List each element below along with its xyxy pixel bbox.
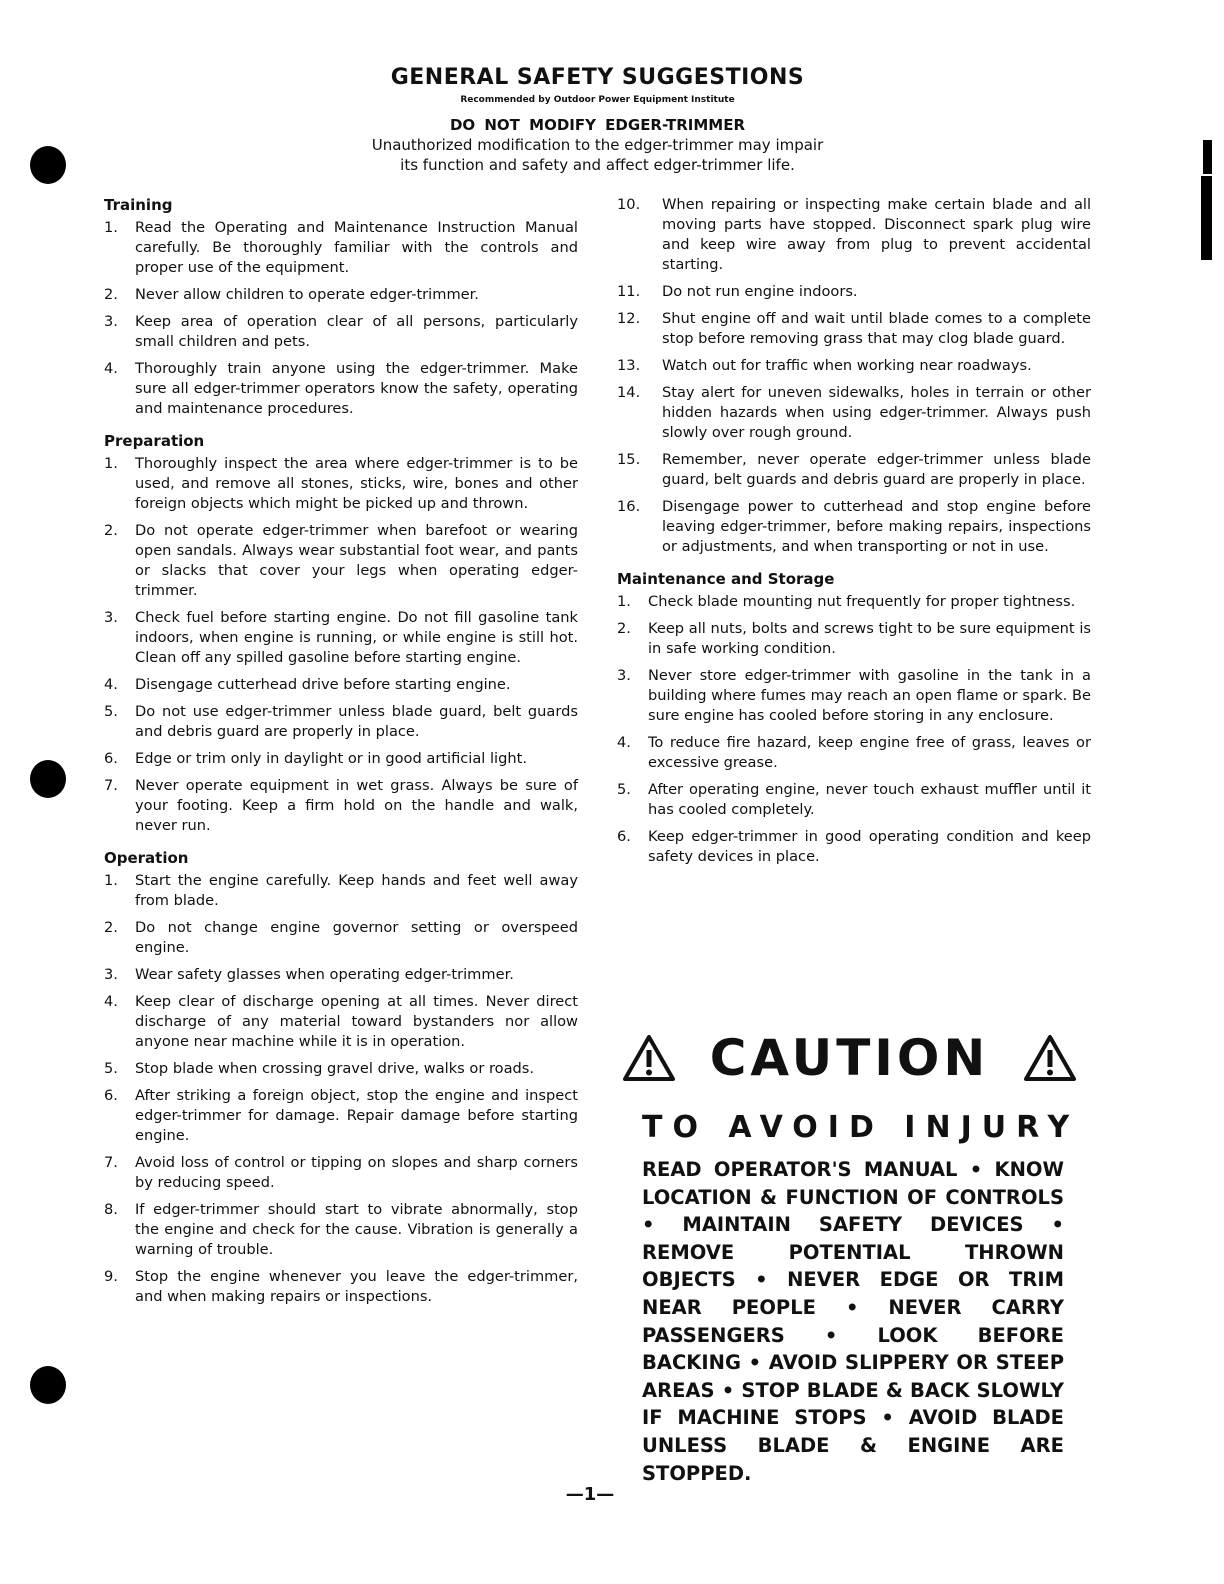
item-number: 10. xyxy=(617,196,641,213)
item-number: 3. xyxy=(104,609,118,626)
item-text: Remember, never operate edger-trimmer unless blade guard, belt guards and debris guard are properly in place. xyxy=(662,451,1091,488)
caution-body: READ OPERATOR'S MANUAL • KNOW LOCATION & FUNCTION OF CONTROLS • MAINTAIN SAFETY DEVICES • REMOVE POTENTIAL THROWN OBJECTS • NEVER EDGE OR TRIM NEAR PEOPLE • NEVER CARRY PASSENGERS • LOOK BEFORE BACKING • AVOID SLIPPERY OR STEEP AREAS • STOP BLADE & BACK SLOWLY IF MACHINE STOPS • AVOID BLADE UNLESS BLADE & ENGINE ARE STOPPED. xyxy=(642,1158,1064,1485)
list-item xyxy=(617,282,1091,302)
item-text: Thoroughly train anyone using the edger-trimmer. Make sure all edger-trimmer operators know the safety, operating and maintenance procedures. xyxy=(135,360,578,417)
section-heading-preparation: Preparation xyxy=(104,432,205,450)
caution-subheading: TO AVOID INJURY xyxy=(642,1110,1080,1145)
notice-line-2: its function and safety and affect edger-trimmer life. xyxy=(400,156,795,174)
item-text: Start the engine carefully. Keep hands and feet well away from blade. xyxy=(135,872,578,909)
page-number: —1— xyxy=(565,1484,615,1505)
list-item xyxy=(104,749,578,769)
list-item xyxy=(104,776,578,836)
list-item xyxy=(104,454,578,514)
item-number: 6. xyxy=(104,750,118,767)
list-item xyxy=(104,608,578,668)
list-item xyxy=(104,965,578,985)
item-number: 4. xyxy=(104,676,118,693)
list-item xyxy=(104,992,578,1052)
item-text: Edge or trim only in daylight or in good artificial light. xyxy=(135,750,527,767)
warning-triangle-icon xyxy=(622,1034,676,1082)
list-item xyxy=(104,1153,578,1193)
item-text: Avoid loss of control or tipping on slopes and sharp corners by reducing speed. xyxy=(135,1154,578,1191)
item-number: 1. xyxy=(104,455,118,472)
list-item xyxy=(617,780,1091,820)
item-number: 4. xyxy=(104,993,118,1010)
item-text: Keep all nuts, bolts and screws tight to be sure equipment is in safe working condition. xyxy=(648,620,1091,657)
section-heading-operation: Operation xyxy=(104,849,189,867)
item-number: 15. xyxy=(617,451,641,468)
item-text: Never operate equipment in wet grass. Always be sure of your footing. Keep a firm hold on the handle and walk, never run. xyxy=(135,777,578,834)
item-number: 2. xyxy=(104,286,118,303)
list-item xyxy=(617,195,1091,275)
operation-list-continued xyxy=(617,195,1091,557)
item-number: 2. xyxy=(104,522,118,539)
caution-heading: CAUTION xyxy=(709,1029,990,1087)
list-item xyxy=(617,827,1091,867)
item-number: 6. xyxy=(617,828,631,845)
item-text: Keep area of operation clear of all persons, particularly small children and pets. xyxy=(135,313,578,350)
list-item xyxy=(617,592,1091,612)
list-item xyxy=(104,312,578,352)
item-number: 3. xyxy=(104,313,118,330)
list-item xyxy=(104,1086,578,1146)
list-item xyxy=(617,497,1091,557)
item-number: 6. xyxy=(104,1087,118,1104)
item-number: 2. xyxy=(104,919,118,936)
item-number: 9. xyxy=(104,1268,118,1285)
list-item xyxy=(104,285,578,305)
page-header xyxy=(0,64,1195,175)
item-number: 3. xyxy=(104,966,118,983)
binder-hole-bottom xyxy=(30,1366,66,1404)
list-item xyxy=(617,619,1091,659)
right-column xyxy=(617,195,1091,874)
item-text: Watch out for traffic when working near roadways. xyxy=(662,357,1032,374)
item-text: Stop blade when crossing gravel drive, walks or roads. xyxy=(135,1060,535,1077)
list-item xyxy=(104,918,578,958)
item-text: Check fuel before starting engine. Do not fill gasoline tank indoors, when engine is running, or while engine is still hot. Clean off any spilled gasoline before starting engine. xyxy=(135,609,578,666)
item-text: To reduce fire hazard, keep engine free of grass, leaves or excessive grease. xyxy=(648,734,1091,771)
item-text: Wear safety glasses when operating edger-trimmer. xyxy=(135,966,514,983)
item-number: 4. xyxy=(617,734,631,751)
list-item xyxy=(104,702,578,742)
warning-triangle-icon xyxy=(1023,1034,1077,1082)
list-item xyxy=(104,521,578,601)
item-number: 12. xyxy=(617,310,641,327)
item-number: 2. xyxy=(617,620,631,637)
item-number: 14. xyxy=(617,384,641,401)
item-number: 5. xyxy=(104,1060,118,1077)
item-number: 5. xyxy=(617,781,631,798)
item-number: 13. xyxy=(617,357,641,374)
item-number: 7. xyxy=(104,777,118,794)
item-number: 1. xyxy=(617,593,631,610)
list-item xyxy=(617,383,1091,443)
item-number: 1. xyxy=(104,219,118,236)
item-text: Stop the engine whenever you leave the edger-trimmer, and when making repairs or inspections. xyxy=(135,1268,578,1305)
item-text: After operating engine, never touch exhaust muffler until it has cooled completely. xyxy=(648,781,1091,818)
item-text: Disengage cutterhead drive before starting engine. xyxy=(135,676,511,693)
item-number: 7. xyxy=(104,1154,118,1171)
item-text: Stay alert for uneven sidewalks, holes in terrain or other hidden hazards when using edger-trimmer. Always push slowly over rough ground. xyxy=(662,384,1091,441)
item-text: Thoroughly inspect the area where edger-trimmer is to be used, and remove all stones, sticks, wire, bones and other foreign objects which might be picked up and thrown. xyxy=(135,455,578,512)
left-column xyxy=(104,195,578,1314)
list-item xyxy=(104,871,578,911)
list-item xyxy=(617,309,1091,349)
item-text: Check blade mounting nut frequently for proper tightness. xyxy=(648,593,1076,610)
item-text: Never store edger-trimmer with gasoline in the tank in a building where fumes may reach an open flame or spark. Be sure engine has cooled before storing in any enclosure. xyxy=(648,667,1091,724)
list-item xyxy=(104,359,578,419)
list-item xyxy=(104,1200,578,1260)
preparation-list xyxy=(104,454,578,836)
item-text: Disengage power to cutterhead and stop engine before leaving edger-trimmer, before making repairs, inspections or adjustments, and when transporting or not in use. xyxy=(662,498,1091,555)
item-number: 1. xyxy=(104,872,118,889)
item-text: If edger-trimmer should start to vibrate abnormally, stop the engine and check for the cause. Vibration is generally a warning of trouble. xyxy=(135,1201,578,1258)
binder-hole-middle xyxy=(30,760,66,798)
list-item xyxy=(104,675,578,695)
list-item xyxy=(104,1267,578,1307)
item-text: Read the Operating and Maintenance Instruction Manual carefully. Be thoroughly familiar with the controls and proper use of the equipment. xyxy=(135,219,578,276)
maintenance-list xyxy=(617,592,1091,867)
notice-line-1: Unauthorized modification to the edger-trimmer may impair xyxy=(371,136,824,154)
item-number: 5. xyxy=(104,703,118,720)
list-item xyxy=(617,666,1091,726)
page-subtitle: Recommended by Outdoor Power Equipment Institute xyxy=(460,95,735,105)
item-text: Keep clear of discharge opening at all times. Never direct discharge of any material toward bystanders nor allow anyone near machine while it is in operation. xyxy=(135,993,578,1050)
item-number: 16. xyxy=(617,498,641,515)
item-text: After striking a foreign object, stop the engine and inspect edger-trimmer for damage. Repair damage before starting engine. xyxy=(135,1087,578,1144)
section-heading-maintenance: Maintenance and Storage xyxy=(617,570,835,588)
item-text: Shut engine off and wait until blade comes to a complete stop before removing grass that may clog blade guard. xyxy=(662,310,1091,347)
item-text: Never allow children to operate edger-trimmer. xyxy=(135,286,479,303)
item-text: Do not use edger-trimmer unless blade guard, belt guards and debris guard are properly in place. xyxy=(135,703,578,740)
notice-title: DO NOT MODIFY EDGER-TRIMMER xyxy=(449,116,746,134)
list-item xyxy=(617,733,1091,773)
training-list xyxy=(104,218,578,419)
item-text: When repairing or inspecting make certain blade and all moving parts have stopped. Disconnect spark plug wire and keep wire away from plug to prevent accidental starting. xyxy=(662,196,1091,273)
item-number: 8. xyxy=(104,1201,118,1218)
item-text: Do not change engine governor setting or overspeed engine. xyxy=(135,919,578,956)
item-number: 11. xyxy=(617,283,641,300)
page-title: GENERAL SAFETY SUGGESTIONS xyxy=(390,65,805,90)
caution-banner xyxy=(622,1030,1077,1086)
list-item xyxy=(617,356,1091,376)
item-text: Keep edger-trimmer in good operating condition and keep safety devices in place. xyxy=(648,828,1091,865)
item-number: 4. xyxy=(104,360,118,377)
item-text: Do not operate edger-trimmer when barefoot or wearing open sandals. Always wear substantial foot wear, and pants or slacks that cover your legs when operating edger-trimmer. xyxy=(135,522,578,599)
scan-edge-mark-upper xyxy=(1203,140,1212,174)
operation-list xyxy=(104,871,578,1307)
item-number: 3. xyxy=(617,667,631,684)
scan-edge-mark-lower xyxy=(1201,176,1212,260)
list-item xyxy=(104,1059,578,1079)
item-text: Do not run engine indoors. xyxy=(662,283,858,300)
section-heading-training: Training xyxy=(104,196,173,214)
list-item xyxy=(617,450,1091,490)
list-item xyxy=(104,218,578,278)
